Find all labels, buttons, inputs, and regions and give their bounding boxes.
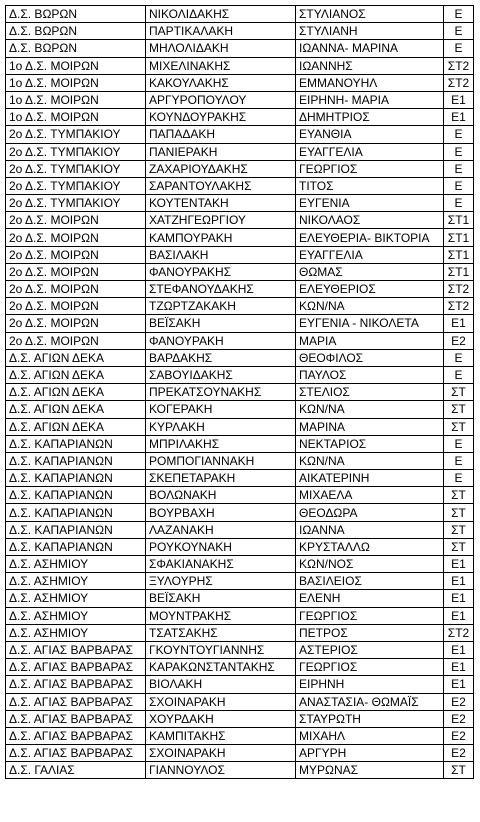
school-cell[interactable]: 2ο Δ.Σ. ΤΥΜΠΑΚΙΟΥ bbox=[6, 177, 146, 194]
table-row bbox=[6, 487, 474, 504]
table-row bbox=[6, 332, 474, 349]
table-row bbox=[6, 590, 474, 607]
school-cell[interactable]: 2ο Δ.Σ. ΤΥΜΠΑΚΙΟΥ bbox=[6, 126, 146, 143]
school-cell[interactable]: Δ.Σ. ΚΑΠΑΡΙΑΝΩΝ bbox=[6, 487, 146, 504]
table-row bbox=[6, 624, 474, 641]
firstname-cell[interactable]: ΜΑΡΙΝΑ bbox=[296, 418, 444, 435]
grade-cell[interactable]: ΣΤ bbox=[444, 521, 474, 538]
grade-cell[interactable]: ΣΤ1 bbox=[444, 229, 474, 246]
school-cell[interactable]: Δ.Σ. ΓΑΛΙΑΣ bbox=[6, 762, 146, 779]
surname-cell[interactable]: ΚΥΡΛΑΚΗ bbox=[146, 418, 296, 435]
firstname-cell[interactable]: ΘΕΟΔΩΡΑ bbox=[296, 504, 444, 521]
school-cell[interactable]: Δ.Σ. ΚΑΠΑΡΙΑΝΩΝ bbox=[6, 452, 146, 469]
table-row bbox=[6, 263, 474, 280]
firstname-cell[interactable]: ΘΕΟΦΙΛΟΣ bbox=[296, 349, 444, 366]
school-cell[interactable]: Δ.Σ. ΚΑΠΑΡΙΑΝΩΝ bbox=[6, 435, 146, 452]
firstname-cell[interactable]: ΓΕΩΡΓΙΟΣ bbox=[296, 659, 444, 676]
school-cell[interactable]: Δ.Σ. ΑΓΙΑΣ ΒΑΡΒΑΡΑΣ bbox=[6, 745, 146, 762]
surname-cell[interactable]: ΚΟΥΤΕΝΤΑΚΗ bbox=[146, 195, 296, 212]
firstname-cell[interactable]: ΚΩΝ/ΝΟΣ bbox=[296, 556, 444, 573]
firstname-cell[interactable]: ΠΑΥΛΟΣ bbox=[296, 366, 444, 383]
grade-cell[interactable]: ΣΤ bbox=[444, 384, 474, 401]
table-row bbox=[6, 452, 474, 469]
surname-cell[interactable]: ΖΑΧΑΡΙΟΥΔΑΚΗΣ bbox=[146, 160, 296, 177]
firstname-cell[interactable]: ΑΣΤΕΡΙΟΣ bbox=[296, 641, 444, 658]
grade-cell[interactable]: Ε1 bbox=[444, 641, 474, 658]
surname-cell[interactable]: ΣΦΑΚΙΑΝΑΚΗΣ bbox=[146, 556, 296, 573]
school-cell[interactable]: Δ.Σ. ΑΓΙΑΣ ΒΑΡΒΑΡΑΣ bbox=[6, 659, 146, 676]
firstname-cell[interactable]: ΓΕΩΡΓΙΟΣ bbox=[296, 160, 444, 177]
grade-cell[interactable]: ΣΤ2 bbox=[444, 74, 474, 91]
surname-cell[interactable]: ΠΑΡΤΙΚΑΛΑΚΗ bbox=[146, 23, 296, 40]
firstname-cell[interactable]: ΒΑΣΙΛΕΙΟΣ bbox=[296, 573, 444, 590]
school-cell[interactable]: Δ.Σ. ΑΓΙΩΝ ΔΕΚΑ bbox=[6, 349, 146, 366]
school-cell[interactable]: 2ο Δ.Σ. ΜΟΙΡΩΝ bbox=[6, 298, 146, 315]
school-cell[interactable]: 2ο Δ.Σ. ΤΥΜΠΑΚΙΟΥ bbox=[6, 143, 146, 160]
table-row bbox=[6, 281, 474, 298]
table-row bbox=[6, 659, 474, 676]
grade-cell[interactable]: Ε1 bbox=[444, 91, 474, 108]
table-row bbox=[6, 435, 474, 452]
firstname-cell[interactable]: ΚΡΥΣΤΑΛΛΩ bbox=[296, 538, 444, 555]
table-row bbox=[6, 641, 474, 658]
table-row bbox=[6, 676, 474, 693]
firstname-cell[interactable]: ΑΙΚΑΤΕΡΙΝΗ bbox=[296, 470, 444, 487]
surname-cell[interactable]: ΚΑΜΠΙΤΑΚΗΣ bbox=[146, 727, 296, 744]
table-row bbox=[6, 538, 474, 555]
firstname-cell[interactable]: ΕΛΕΥΘΕΡΙΟΣ bbox=[296, 281, 444, 298]
school-cell[interactable]: Δ.Σ. ΒΩΡΩΝ bbox=[6, 23, 146, 40]
firstname-cell[interactable]: ΕΥΓΕΝΙΑ bbox=[296, 195, 444, 212]
surname-cell[interactable]: ΧΑΤΖΗΓΕΩΡΓΙΟΥ bbox=[146, 212, 296, 229]
firstname-cell[interactable]: ΕΥΓΕΝΙΑ - ΝΙΚΟΛΕΤΑ bbox=[296, 315, 444, 332]
firstname-cell[interactable]: ΚΩΝ/ΝΑ bbox=[296, 452, 444, 469]
student-table bbox=[5, 5, 474, 779]
school-cell[interactable]: Δ.Σ. ΚΑΠΑΡΙΑΝΩΝ bbox=[6, 470, 146, 487]
school-cell[interactable]: 2ο Δ.Σ. ΜΟΙΡΩΝ bbox=[6, 246, 146, 263]
firstname-cell[interactable]: ΕΛΕΥΘΕΡΙΑ- ΒΙΚΤΟΡΙΑ bbox=[296, 229, 444, 246]
school-cell[interactable]: 2ο Δ.Σ. ΜΟΙΡΩΝ bbox=[6, 212, 146, 229]
surname-cell[interactable]: ΠΡΕΚΑΤΣΟΥΝΑΚΗΣ bbox=[146, 384, 296, 401]
firstname-cell[interactable]: ΣΤΥΛΙΑΝΗ bbox=[296, 23, 444, 40]
grade-cell[interactable]: Ε1 bbox=[444, 659, 474, 676]
surname-cell[interactable]: ΜΟΥΝΤΡΑΚΗΣ bbox=[146, 607, 296, 624]
table-row bbox=[6, 470, 474, 487]
school-cell[interactable]: Δ.Σ. ΑΣΗΜΙΟΥ bbox=[6, 624, 146, 641]
table-row bbox=[6, 418, 474, 435]
surname-cell[interactable]: ΜΙΧΕΛΙΝΑΚΗΣ bbox=[146, 57, 296, 74]
grade-cell[interactable]: Ε bbox=[444, 6, 474, 23]
grade-cell[interactable]: ΣΤ bbox=[444, 538, 474, 555]
firstname-cell[interactable]: ΘΩΜΑΣ bbox=[296, 263, 444, 280]
school-cell[interactable]: 2ο Δ.Σ. ΜΟΙΡΩΝ bbox=[6, 229, 146, 246]
school-cell[interactable]: Δ.Σ. ΑΓΙΩΝ ΔΕΚΑ bbox=[6, 418, 146, 435]
firstname-cell[interactable]: ΤΙΤΟΣ bbox=[296, 177, 444, 194]
grade-cell[interactable]: Ε bbox=[444, 470, 474, 487]
firstname-cell[interactable]: ΓΕΩΡΓΙΟΣ bbox=[296, 607, 444, 624]
surname-cell[interactable]: ΒΑΡΔΑΚΗΣ bbox=[146, 349, 296, 366]
table-row bbox=[6, 727, 474, 744]
surname-cell[interactable]: ΚΟΥΝΔΟΥΡΑΚΗΣ bbox=[146, 109, 296, 126]
grade-cell[interactable]: ΣΤ bbox=[444, 762, 474, 779]
school-cell[interactable]: Δ.Σ. ΑΓΙΑΣ ΒΑΡΒΑΡΑΣ bbox=[6, 710, 146, 727]
surname-cell[interactable]: ΡΟΜΠΟΓΙΑΝΝΑΚΗ bbox=[146, 452, 296, 469]
school-cell[interactable]: 2ο Δ.Σ. ΜΟΙΡΩΝ bbox=[6, 315, 146, 332]
firstname-cell[interactable]: ΣΤΥΛΙΑΝΟΣ bbox=[296, 6, 444, 23]
surname-cell[interactable]: ΛΑΖΑΝΑΚΗ bbox=[146, 521, 296, 538]
table-row bbox=[6, 710, 474, 727]
grade-cell[interactable]: ΣΤ1 bbox=[444, 246, 474, 263]
grade-cell[interactable]: Ε bbox=[444, 23, 474, 40]
surname-cell[interactable]: ΣΤΕΦΑΝΟΥΔΑΚΗΣ bbox=[146, 281, 296, 298]
school-cell[interactable]: Δ.Σ. ΑΓΙΑΣ ΒΑΡΒΑΡΑΣ bbox=[6, 727, 146, 744]
grade-cell[interactable]: ΣΤ1 bbox=[444, 212, 474, 229]
firstname-cell[interactable]: ΔΗΜΗΤΡΙΟΣ bbox=[296, 109, 444, 126]
table-row bbox=[6, 573, 474, 590]
surname-cell[interactable]: ΜΠΡΙΛΑΚΗΣ bbox=[146, 435, 296, 452]
firstname-cell[interactable]: ΕΥΑΓΓΕΛΙΑ bbox=[296, 246, 444, 263]
table-row bbox=[6, 91, 474, 108]
school-cell[interactable]: Δ.Σ. ΑΓΙΩΝ ΔΕΚΑ bbox=[6, 384, 146, 401]
surname-cell[interactable]: ΣΑΒΟΥΙΔΑΚΗΣ bbox=[146, 366, 296, 383]
school-cell[interactable]: Δ.Σ. ΒΩΡΩΝ bbox=[6, 6, 146, 23]
grade-cell[interactable]: Ε2 bbox=[444, 693, 474, 710]
table-row bbox=[6, 693, 474, 710]
school-cell[interactable]: Δ.Σ. ΒΩΡΩΝ bbox=[6, 40, 146, 57]
school-cell[interactable]: Δ.Σ. ΑΣΗΜΙΟΥ bbox=[6, 573, 146, 590]
school-cell[interactable]: Δ.Σ. ΑΣΗΜΙΟΥ bbox=[6, 607, 146, 624]
grade-cell[interactable]: Ε1 bbox=[444, 109, 474, 126]
grade-cell[interactable]: Ε bbox=[444, 143, 474, 160]
surname-cell[interactable]: ΒΙΟΛΑΚΗ bbox=[146, 676, 296, 693]
surname-cell[interactable]: ΦΑΝΟΥΡΑΚΗ bbox=[146, 332, 296, 349]
table-row bbox=[6, 762, 474, 779]
grade-cell[interactable]: Ε2 bbox=[444, 727, 474, 744]
school-cell[interactable]: Δ.Σ. ΑΓΙΑΣ ΒΑΡΒΑΡΑΣ bbox=[6, 641, 146, 658]
firstname-cell[interactable]: ΝΙΚΟΛΑΟΣ bbox=[296, 212, 444, 229]
school-cell[interactable]: Δ.Σ. ΑΓΙΩΝ ΔΕΚΑ bbox=[6, 401, 146, 418]
firstname-cell[interactable]: ΣΤΕΛΙΟΣ bbox=[296, 384, 444, 401]
surname-cell[interactable]: ΒΕΪΣΑΚΗ bbox=[146, 315, 296, 332]
surname-cell[interactable]: ΤΖΩΡΤΖΑΚΑΚΗ bbox=[146, 298, 296, 315]
firstname-cell[interactable]: ΙΩΑΝΝΗΣ bbox=[296, 57, 444, 74]
grade-cell[interactable]: Ε1 bbox=[444, 556, 474, 573]
firstname-cell[interactable]: ΙΩΑΝΝΑ- ΜΑΡΙΝΑ bbox=[296, 40, 444, 57]
surname-cell[interactable]: ΝΙΚΟΛΙΔΑΚΗΣ bbox=[146, 6, 296, 23]
surname-cell[interactable]: ΒΕΪΣΑΚΗ bbox=[146, 590, 296, 607]
grade-cell[interactable]: Ε2 bbox=[444, 710, 474, 727]
grade-cell[interactable]: Ε bbox=[444, 366, 474, 383]
firstname-cell[interactable]: ΚΩΝ/ΝΑ bbox=[296, 401, 444, 418]
grade-cell[interactable]: ΣΤ2 bbox=[444, 281, 474, 298]
table-row bbox=[6, 212, 474, 229]
grade-cell[interactable]: ΣΤ bbox=[444, 487, 474, 504]
surname-cell[interactable]: ΣΧΟΙΝΑΡΑΚΗ bbox=[146, 693, 296, 710]
grade-cell[interactable]: Ε bbox=[444, 177, 474, 194]
table-row bbox=[6, 126, 474, 143]
surname-cell[interactable]: ΒΟΥΡΒΑΧΗ bbox=[146, 504, 296, 521]
surname-cell[interactable]: ΣΚΕΠΕΤΑΡΑΚΗ bbox=[146, 470, 296, 487]
firstname-cell[interactable]: ΕΙΡΗΝΗ- ΜΑΡΙΑ bbox=[296, 91, 444, 108]
table-row bbox=[6, 349, 474, 366]
firstname-cell[interactable]: ΑΝΑΣΤΑΣΙΑ- ΘΩΜΑΪΣ bbox=[296, 693, 444, 710]
grade-cell[interactable]: Ε bbox=[444, 452, 474, 469]
school-cell[interactable]: 2ο Δ.Σ. ΤΥΜΠΑΚΙΟΥ bbox=[6, 160, 146, 177]
firstname-cell[interactable]: ΕΥΑΝΘΙΑ bbox=[296, 126, 444, 143]
grade-cell[interactable]: ΣΤ2 bbox=[444, 298, 474, 315]
grade-cell[interactable]: Ε1 bbox=[444, 573, 474, 590]
grade-cell[interactable]: Ε bbox=[444, 435, 474, 452]
firstname-cell[interactable]: ΙΩΑΝΝΑ bbox=[296, 521, 444, 538]
firstname-cell[interactable]: ΑΡΓΥΡΗ bbox=[296, 745, 444, 762]
surname-cell[interactable]: ΚΑΜΠΟΥΡΑΚΗ bbox=[146, 229, 296, 246]
firstname-cell[interactable]: ΠΕΤΡΟΣ bbox=[296, 624, 444, 641]
grade-cell[interactable]: ΣΤ1 bbox=[444, 263, 474, 280]
school-cell[interactable]: 2ο Δ.Σ. ΜΟΙΡΩΝ bbox=[6, 281, 146, 298]
firstname-cell[interactable]: ΕΙΡΗΝΗ bbox=[296, 676, 444, 693]
table-row bbox=[6, 745, 474, 762]
grade-cell[interactable]: Ε bbox=[444, 349, 474, 366]
grade-cell[interactable]: Ε1 bbox=[444, 590, 474, 607]
surname-cell[interactable]: ΚΑΡΑΚΩΝΣΤΑΝΤΑΚΗΣ bbox=[146, 659, 296, 676]
firstname-cell[interactable]: ΜΙΧΑΗΛ bbox=[296, 727, 444, 744]
table-row bbox=[6, 246, 474, 263]
grade-cell[interactable]: ΣΤ bbox=[444, 504, 474, 521]
surname-cell[interactable]: ΒΑΣΙΛΑΚΗ bbox=[146, 246, 296, 263]
grade-cell[interactable]: Ε bbox=[444, 160, 474, 177]
grade-cell[interactable]: Ε1 bbox=[444, 607, 474, 624]
school-cell[interactable]: Δ.Σ. ΑΓΙΩΝ ΔΕΚΑ bbox=[6, 366, 146, 383]
school-cell[interactable]: 1ο Δ.Σ. ΜΟΙΡΩΝ bbox=[6, 91, 146, 108]
firstname-cell[interactable]: ΝΕΚΤΑΡΙΟΣ bbox=[296, 435, 444, 452]
surname-cell[interactable]: ΦΑΝΟΥΡΑΚΗΣ bbox=[146, 263, 296, 280]
school-cell[interactable]: 2ο Δ.Σ. ΜΟΙΡΩΝ bbox=[6, 332, 146, 349]
table-row bbox=[6, 109, 474, 126]
school-cell[interactable]: 1ο Δ.Σ. ΜΟΙΡΩΝ bbox=[6, 109, 146, 126]
school-cell[interactable]: 2ο Δ.Σ. ΤΥΜΠΑΚΙΟΥ bbox=[6, 195, 146, 212]
surname-cell[interactable]: ΑΡΓΥΡΟΠΟΥΛΟΥ bbox=[146, 91, 296, 108]
table-row bbox=[6, 556, 474, 573]
school-cell[interactable]: Δ.Σ. ΑΣΗΜΙΟΥ bbox=[6, 556, 146, 573]
grade-cell[interactable]: Ε2 bbox=[444, 745, 474, 762]
surname-cell[interactable]: ΣΑΡΑΝΤΟΥΛΑΚΗΣ bbox=[146, 177, 296, 194]
grade-cell[interactable]: Ε1 bbox=[444, 676, 474, 693]
surname-cell[interactable]: ΞΥΛΟΥΡΗΣ bbox=[146, 573, 296, 590]
table-row bbox=[6, 366, 474, 383]
surname-cell[interactable]: ΠΑΝΙΕΡΑΚΗ bbox=[146, 143, 296, 160]
surname-cell[interactable]: ΓΙΑΝΝΟΥΛΟΣ bbox=[146, 762, 296, 779]
table-row bbox=[6, 57, 474, 74]
table-row bbox=[6, 23, 474, 40]
table-row bbox=[6, 384, 474, 401]
table-row bbox=[6, 521, 474, 538]
firstname-cell[interactable]: ΕΛΕΝΗ bbox=[296, 590, 444, 607]
table-row bbox=[6, 401, 474, 418]
table-row bbox=[6, 195, 474, 212]
grade-cell[interactable]: Ε bbox=[444, 195, 474, 212]
table-row bbox=[6, 6, 474, 23]
firstname-cell[interactable]: ΕΥΑΓΓΕΛΙΑ bbox=[296, 143, 444, 160]
table-row bbox=[6, 74, 474, 91]
grade-cell[interactable]: Ε1 bbox=[444, 315, 474, 332]
school-cell[interactable]: 2ο Δ.Σ. ΜΟΙΡΩΝ bbox=[6, 263, 146, 280]
school-cell[interactable]: Δ.Σ. ΑΓΙΑΣ ΒΑΡΒΑΡΑΣ bbox=[6, 676, 146, 693]
grade-cell[interactable]: ΣΤ bbox=[444, 401, 474, 418]
surname-cell[interactable]: ΤΣΑΤΣΑΚΗΣ bbox=[146, 624, 296, 641]
firstname-cell[interactable]: ΜΥΡΩΝΑΣ bbox=[296, 762, 444, 779]
surname-cell[interactable]: ΧΟΥΡΔΑΚΗ bbox=[146, 710, 296, 727]
table-row bbox=[6, 315, 474, 332]
surname-cell[interactable]: ΣΧΟΙΝΑΡΑΚΗ bbox=[146, 745, 296, 762]
table-row bbox=[6, 40, 474, 57]
table-row bbox=[6, 229, 474, 246]
surname-cell[interactable]: ΚΑΚΟΥΛΑΚΗΣ bbox=[146, 74, 296, 91]
spreadsheet bbox=[5, 5, 473, 779]
table-row bbox=[6, 504, 474, 521]
surname-cell[interactable]: ΡΟΥΚΟΥΝΑΚΗ bbox=[146, 538, 296, 555]
school-cell[interactable]: Δ.Σ. ΚΑΠΑΡΙΑΝΩΝ bbox=[6, 521, 146, 538]
grade-cell[interactable]: ΣΤ2 bbox=[444, 57, 474, 74]
table-row bbox=[6, 177, 474, 194]
table-body bbox=[6, 6, 474, 779]
table-row bbox=[6, 298, 474, 315]
grade-cell[interactable]: Ε bbox=[444, 126, 474, 143]
firstname-cell[interactable]: ΣΤΑΥΡΩΤΗ bbox=[296, 710, 444, 727]
surname-cell[interactable]: ΜΗΛΟΛΙΔΑΚΗ bbox=[146, 40, 296, 57]
school-cell[interactable]: Δ.Σ. ΚΑΠΑΡΙΑΝΩΝ bbox=[6, 504, 146, 521]
grade-cell[interactable]: Ε2 bbox=[444, 332, 474, 349]
firstname-cell[interactable]: ΕΜΜΑΝΟΥΗΛ bbox=[296, 74, 444, 91]
grade-cell[interactable]: ΣΤ bbox=[444, 418, 474, 435]
surname-cell[interactable]: ΚΟΓΕΡΑΚΗ bbox=[146, 401, 296, 418]
surname-cell[interactable]: ΒΟΛΩΝΑΚΗ bbox=[146, 487, 296, 504]
firstname-cell[interactable]: ΜΑΡΙΑ bbox=[296, 332, 444, 349]
school-cell[interactable]: Δ.Σ. ΑΣΗΜΙΟΥ bbox=[6, 590, 146, 607]
school-cell[interactable]: 1ο Δ.Σ. ΜΟΙΡΩΝ bbox=[6, 57, 146, 74]
table-row bbox=[6, 143, 474, 160]
school-cell[interactable]: Δ.Σ. ΚΑΠΑΡΙΑΝΩΝ bbox=[6, 538, 146, 555]
school-cell[interactable]: Δ.Σ. ΑΓΙΑΣ ΒΑΡΒΑΡΑΣ bbox=[6, 693, 146, 710]
surname-cell[interactable]: ΠΑΠΑΔΑΚΗ bbox=[146, 126, 296, 143]
firstname-cell[interactable]: ΜΙΧΑΕΛΑ bbox=[296, 487, 444, 504]
grade-cell[interactable]: Ε bbox=[444, 40, 474, 57]
surname-cell[interactable]: ΓΚΟΥΝΤΟΥΓΙΑΝΝΗΣ bbox=[146, 641, 296, 658]
school-cell[interactable]: 1ο Δ.Σ. ΜΟΙΡΩΝ bbox=[6, 74, 146, 91]
table-row bbox=[6, 607, 474, 624]
table-row bbox=[6, 160, 474, 177]
firstname-cell[interactable]: ΚΩΝ/ΝΑ bbox=[296, 298, 444, 315]
grade-cell[interactable]: ΣΤ2 bbox=[444, 624, 474, 641]
